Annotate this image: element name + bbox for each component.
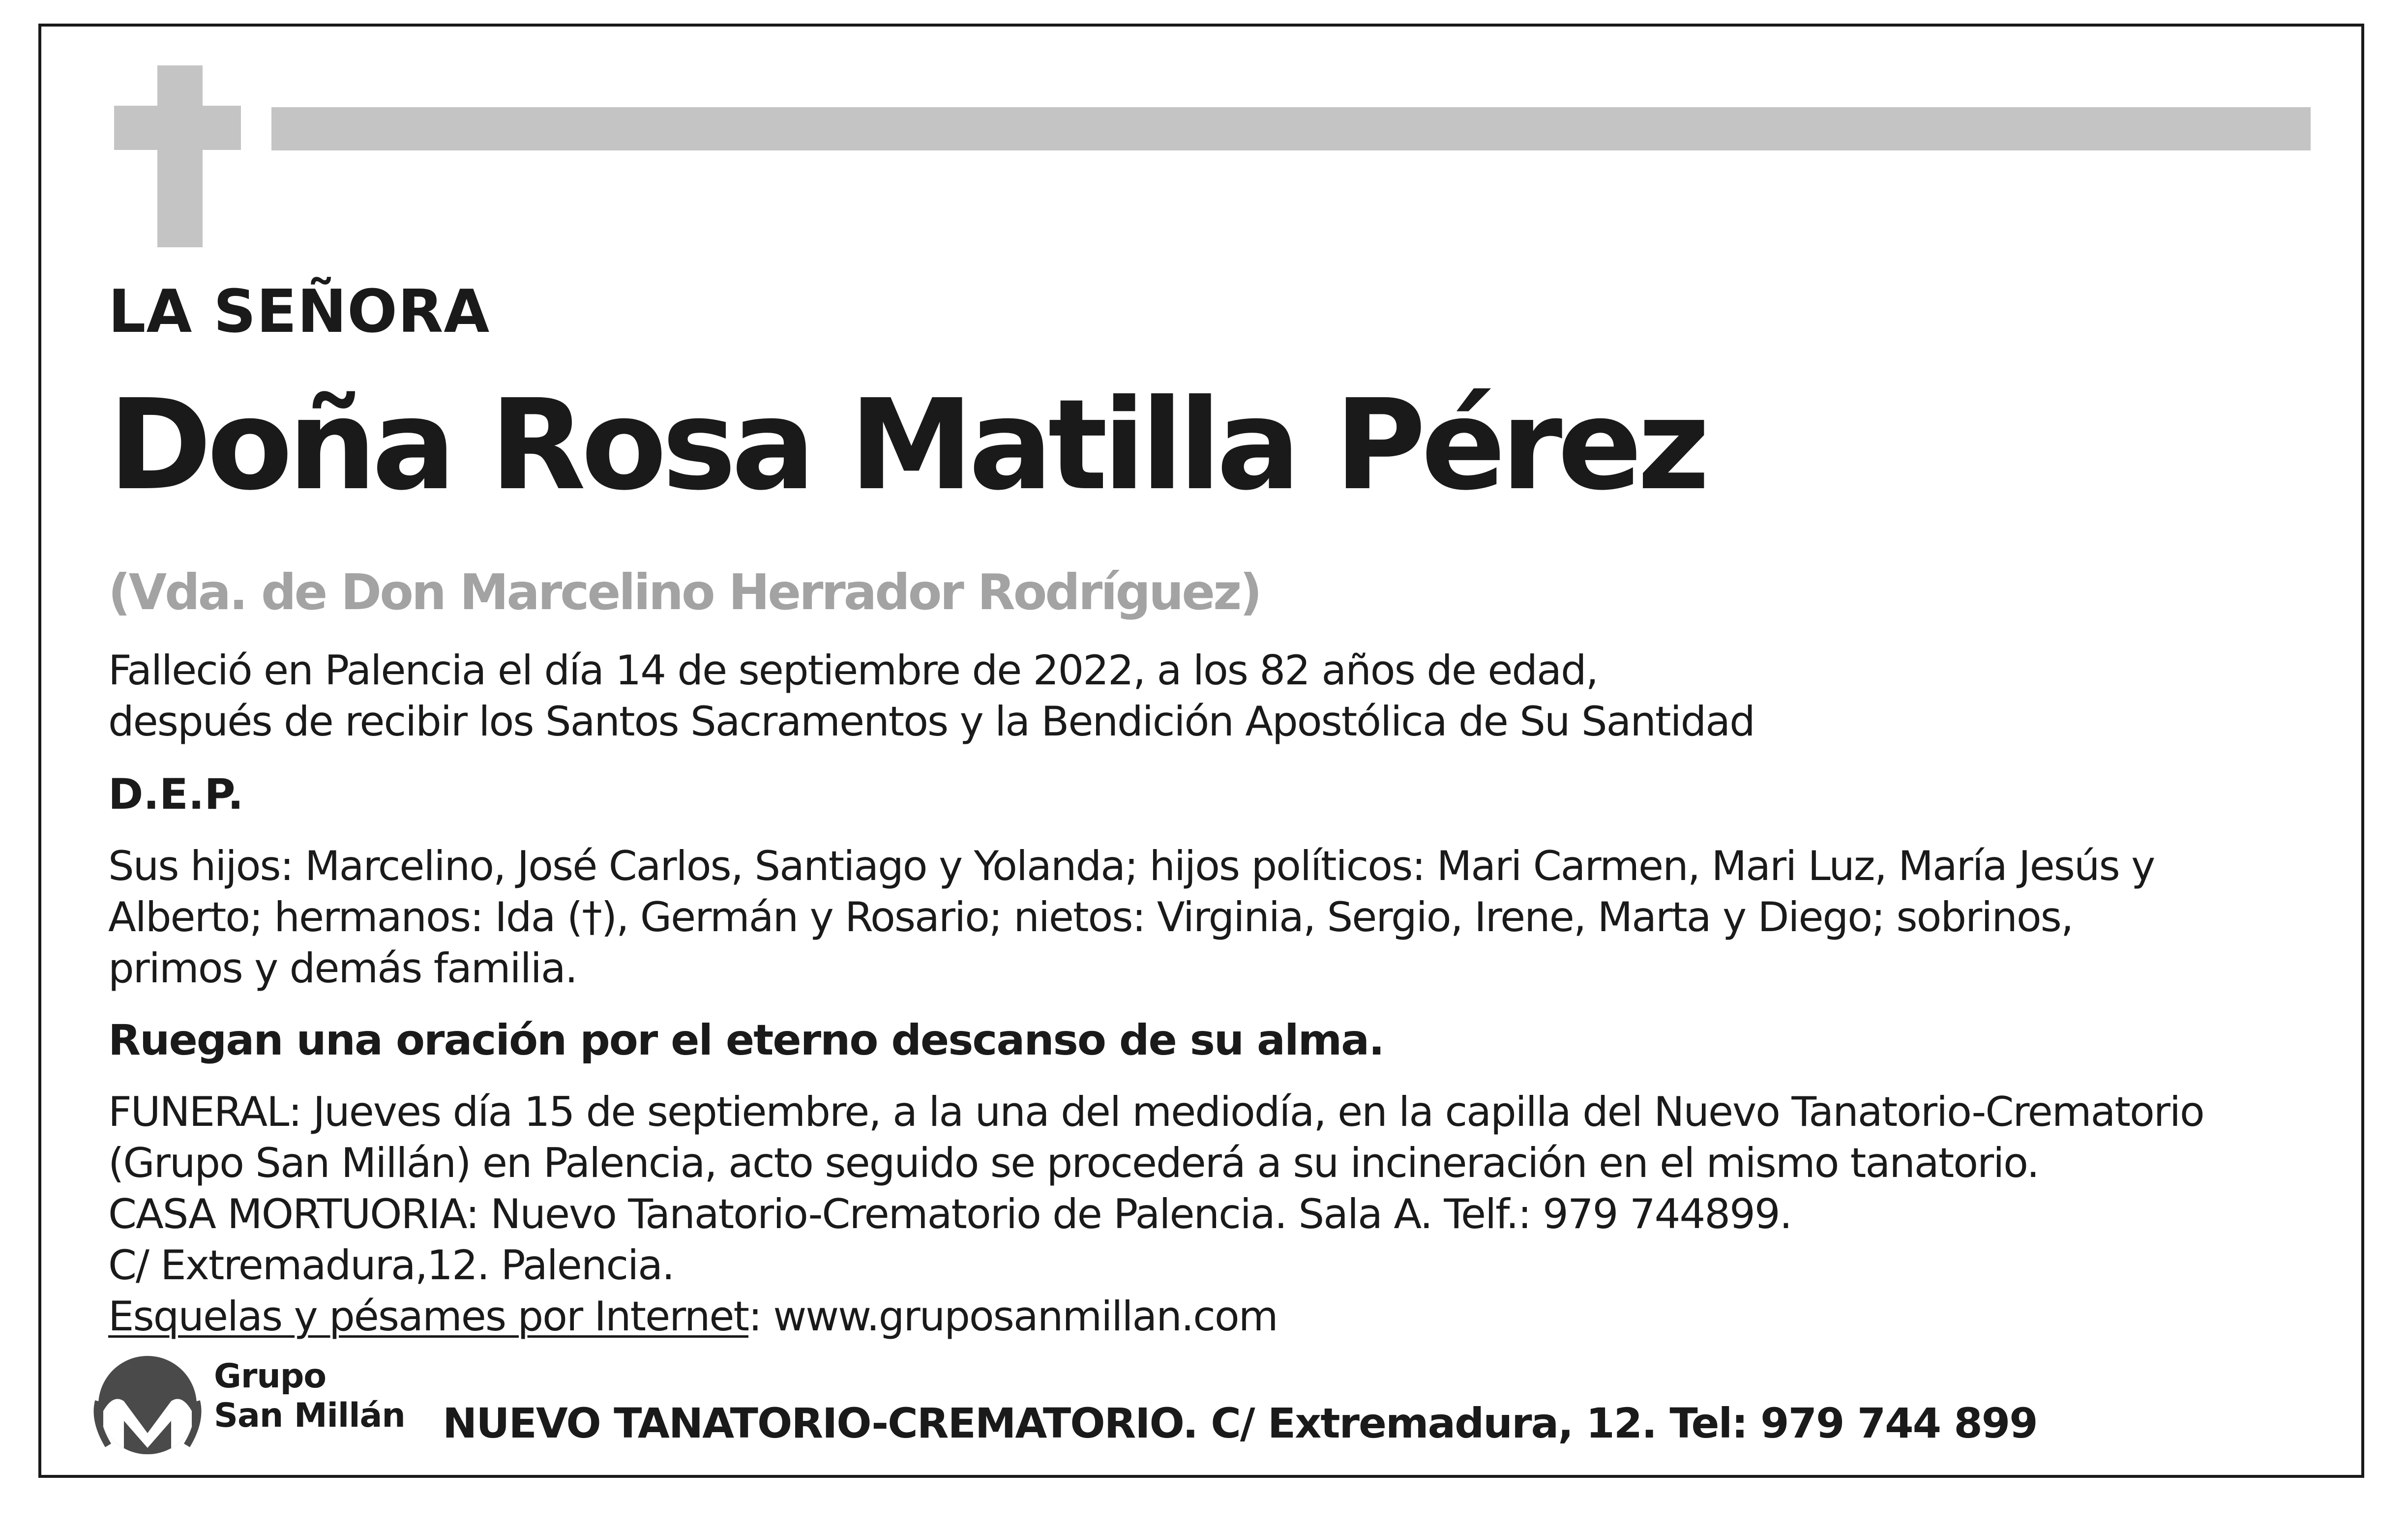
details-line: FUNERAL: Jueves día 15 de septiembre, a la una del mediodía, en la capilla del Nuevo Tanatorio-Crematorio	[108, 1088, 2204, 1136]
logo-line-group: Grupo	[214, 1357, 327, 1396]
funeral-details	[108, 1087, 2296, 1342]
grupo-san-millan-logo-icon	[93, 1347, 202, 1460]
notice-body	[108, 275, 2296, 1342]
death-line: Falleció en Palencia el día 14 de septiembre de 2022, a los 82 años de edad,	[108, 646, 1598, 694]
family-line: Sus hijos: Marcelino, José Carlos, Santiago y Yolanda; hijos políticos: Mari Carmen, Mari Luz, María Jesús y	[108, 842, 2155, 890]
footer-address: NUEVO TANATORIO-CREMATORIO. C/ Extremadura, 12. Tel: 979 744 899	[443, 1399, 2037, 1447]
deceased-name: Doña Rosa Matilla Pérez	[108, 372, 1705, 518]
footer	[93, 1347, 2282, 1460]
details-line: CASA MORTUORIA: Nuevo Tanatorio-Crematorio de Palencia. Sala A. Telf.: 979 744899.	[108, 1190, 1792, 1238]
rip-label: D.E.P.	[108, 770, 244, 819]
notice-title: LA SEÑORA	[108, 278, 490, 346]
death-paragraph	[108, 645, 2296, 747]
internet-label: Esquelas y pésames por Internet	[108, 1293, 749, 1340]
details-line: C/ Extremadura,12. Palencia.	[108, 1241, 674, 1289]
death-line: después de recibir los Santos Sacramentos y la Bendición Apostólica de Su Santidad	[108, 698, 1754, 745]
cross-icon-vertical	[157, 65, 203, 247]
header-rule	[271, 107, 2311, 150]
family-line: Alberto; hermanos: Ida (†), Germán y Rosario; nietos: Virginia, Sergio, Irene, Marta y Diego; sobrinos,	[108, 893, 2073, 941]
details-line: (Grupo San Millán) en Palencia, acto seguido se procederá a su incineración en el mismo tanatorio.	[108, 1139, 2039, 1187]
family-paragraph	[108, 841, 2296, 994]
family-line: primos y demás familia.	[108, 944, 577, 992]
logo-line-name: San Millán	[214, 1396, 405, 1435]
internet-separator: :	[748, 1293, 773, 1340]
website-link[interactable]: www.gruposanmillan.com	[773, 1293, 1278, 1340]
cross-icon-horizontal	[114, 106, 241, 150]
widow-of-line: (Vda. de Don Marcelino Herrador Rodríguez)	[108, 563, 1260, 621]
internet-line	[108, 1291, 2296, 1342]
logo-wordmark	[214, 1357, 405, 1436]
prayer-request: Ruegan una oración por el eterno descanso de su alma.	[108, 1016, 1384, 1065]
